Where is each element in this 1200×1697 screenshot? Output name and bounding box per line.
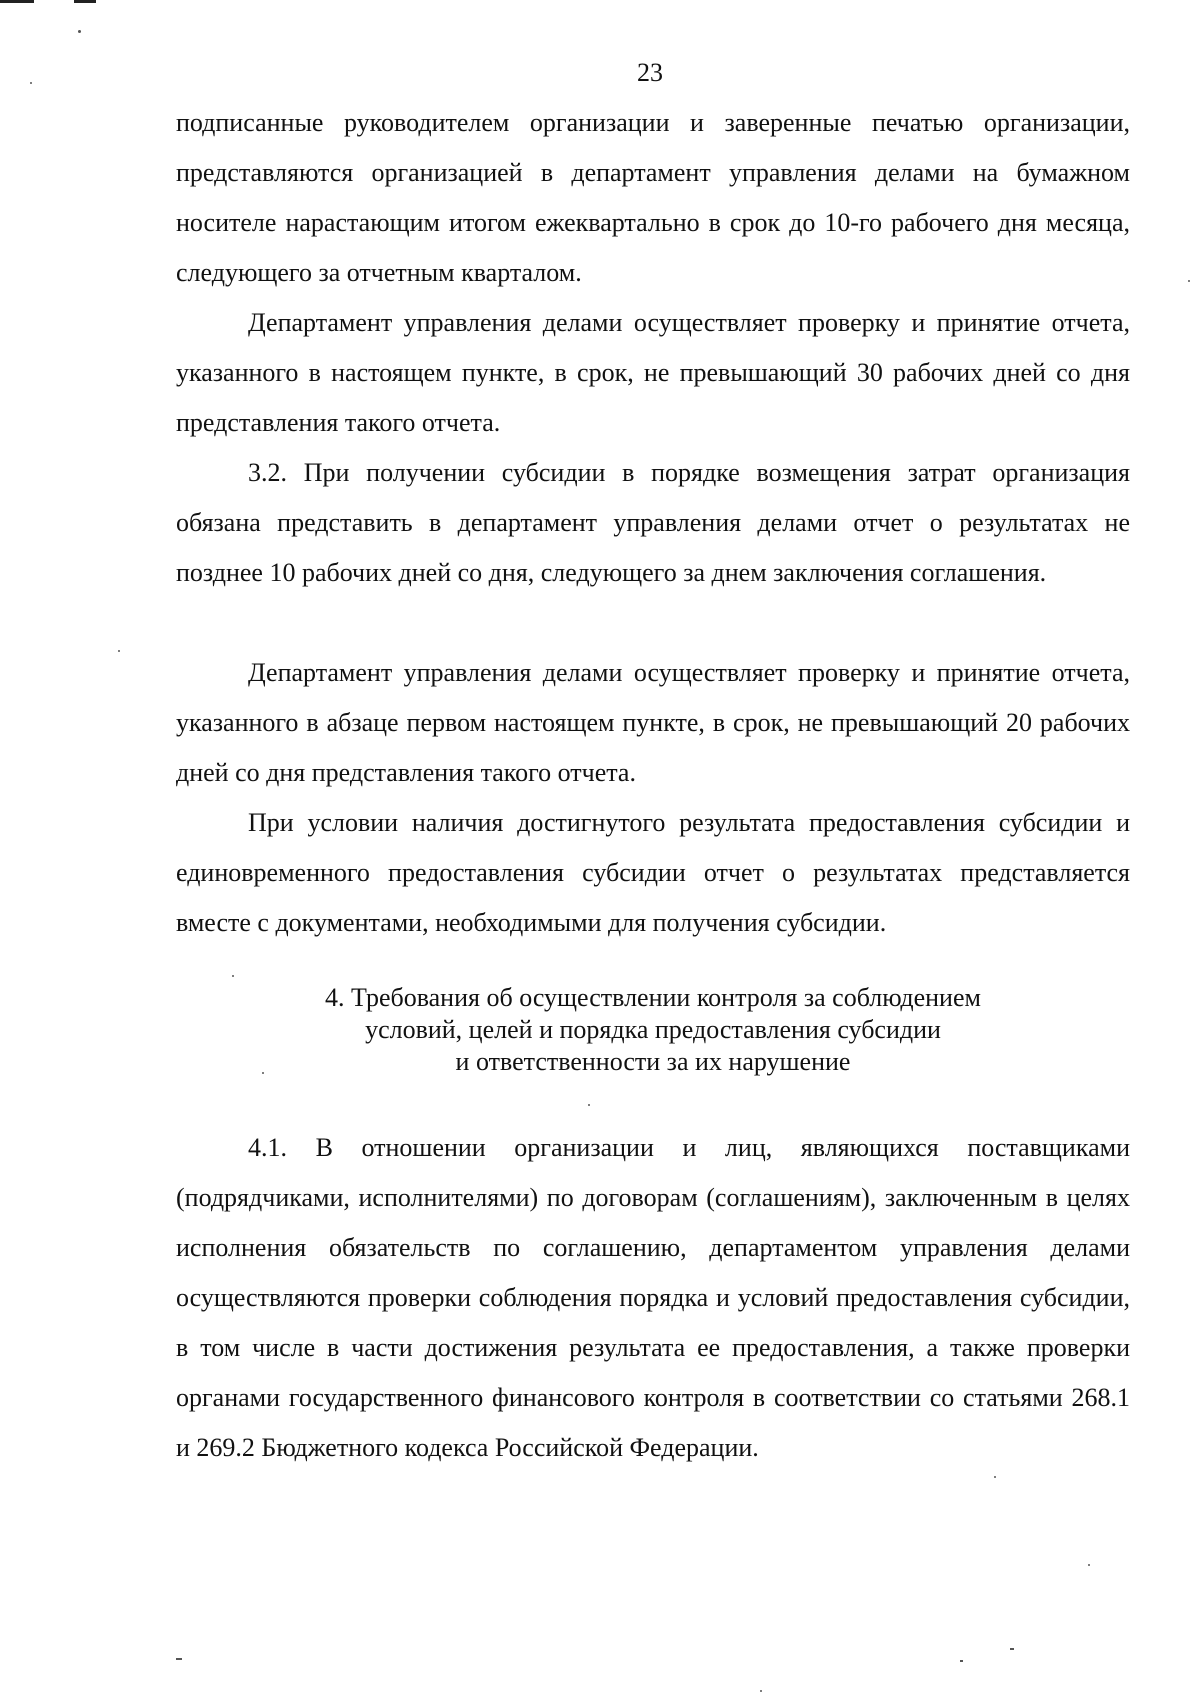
page-number: 23 bbox=[637, 58, 663, 87]
paragraph-continuation: подписанные руководителем организации и заверенные печатью организации, представляются организацией в департамент управления делами на бумажном носителе нарастающим итогом ежеквартально в срок до 10-го рабочего дня месяца, следующего за отчетным кварталом. bbox=[176, 108, 1130, 287]
paragraph-review-30-days: Департамент управления делами осуществляет проверку и принятие отчета, указанного в настоящем пункте, в срок, не превышающий 30 рабочих дней со дня представления такого отчета. bbox=[176, 308, 1130, 437]
paragraph-3-2: 3.2. При получении субсидии в порядке возмещения затрат организация обязана представить в департамент управления делами отчет о результатах не позднее 10 рабочих дней со дня, следующего за днем заключения соглашения. bbox=[176, 458, 1130, 587]
section-heading-line-1: 4. Требования об осуществлении контроля за соблюдением bbox=[325, 983, 981, 1012]
scan-corner-mark bbox=[0, 0, 100, 6]
section-heading-line-3: и ответственности за их нарушение bbox=[455, 1047, 851, 1076]
section-heading-line-2: условий, целей и порядка предоставления субсидии bbox=[365, 1015, 941, 1044]
paragraph-review-20-days: Департамент управления делами осуществляет проверку и принятие отчета, указанного в абзаце первом настоящем пункте, в срок, не превышающий 20 рабочих дней со дня представления такого отчета. bbox=[176, 658, 1130, 787]
paragraph-results-report: При условии наличия достигнутого результата предоставления субсидии и единовременного предоставления субсидии отчет о результатах представляется вместе с документами, необходимыми для получения субсидии. bbox=[176, 808, 1130, 937]
paragraph-4-1: 4.1. В отношении организации и лиц, являющихся поставщиками (подрядчиками, исполнителями) по договорам (соглашениям), заключенным в целях исполнения обязательств по соглашению, департаментом управления делами осуществляются проверки соблюдения порядка и условий предоставления субсидии, в том числе в части достижения результата ее предоставления, а также проверки органами государственного финансового контроля в соответствии со статьями 268.1 и 269.2 Бюджетного кодекса Российской Федерации. bbox=[176, 1133, 1130, 1462]
section-4-heading bbox=[176, 982, 1130, 1078]
